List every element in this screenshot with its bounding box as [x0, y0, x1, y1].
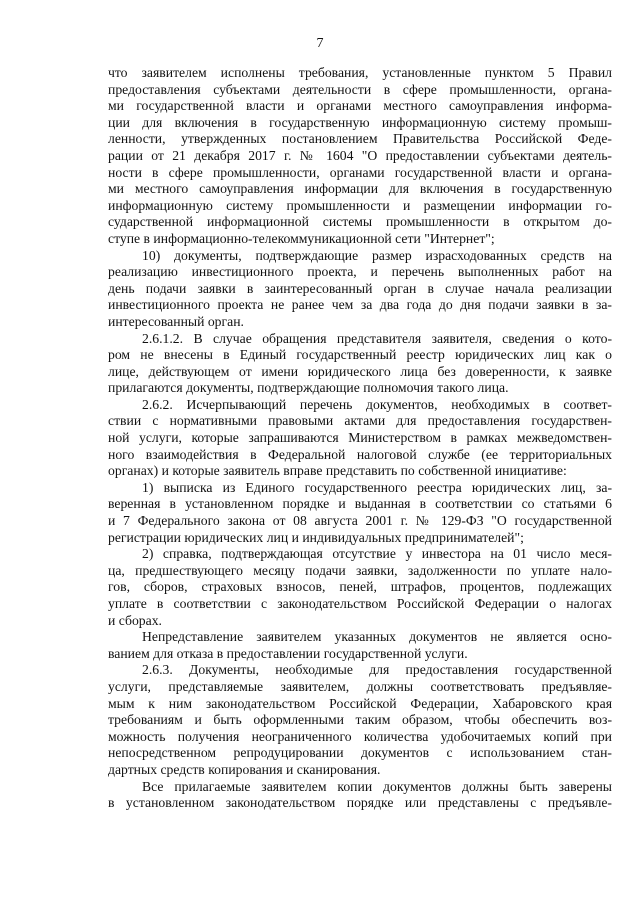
text-line: мым к ним законодательством Российской Федерации, Хабаровского края — [108, 695, 612, 711]
text-line: требованиям и быть оформленными таким образом, чтобы обеспечить воз- — [108, 712, 612, 728]
text-line: уплате в соответствии с законодательством Российской Федерации о налогах — [108, 596, 612, 611]
text-line: и сборах. — [108, 612, 162, 628]
text-line: день подачи заявки в заинтересованный орган в случае начала реализации — [108, 280, 612, 296]
paragraph — [108, 397, 612, 480]
text-line: предоставления субъектами деятельности в сфере промышленности, органа- — [108, 81, 612, 97]
text-line: 2.6.2. Исчерпывающий перечень документов, необходимых в соответ- — [142, 396, 612, 412]
text-line: веренная в установленном порядке и выданная в соответствии со статьями 6 — [108, 496, 612, 512]
paragraph — [108, 331, 612, 397]
text-line: что заявителем исполнены требования, установленные пунктом 5 Правил — [108, 65, 612, 80]
paragraph — [108, 779, 612, 812]
text-line: 10) документы, подтверждающие размер израсходованных средств на — [142, 247, 612, 263]
paragraph — [108, 248, 612, 331]
text-line: информационную систему промышленности и размещении информации го- — [108, 197, 612, 213]
text-line: регистрации юридических лиц и индивидуальных предпринимателей"; — [108, 529, 524, 545]
text-line: ции для включения в государственную информационную систему промыш- — [108, 114, 612, 130]
text-line: гов, сборов, страховых взносов, пеней, штрафов, процентов, подлежащих — [108, 579, 612, 595]
text-line: Непредставление заявителем указанных документов не является осно- — [142, 629, 612, 645]
page-number: 7 — [316, 36, 324, 51]
paragraph — [108, 629, 612, 662]
text-line: в установленном законодательством порядке или представлены с предъявле- — [108, 795, 612, 811]
text-line: ного взаимодействия в Федеральной налоговой службе (ее территориальных — [108, 446, 612, 462]
paragraph — [108, 480, 612, 546]
text-line: сударственной информационной системы промышленности в открытом до- — [108, 214, 612, 230]
text-line: непосредственном репродуцировании документов с использованием стан- — [108, 745, 612, 761]
text-line: интересованный орган. — [108, 313, 244, 329]
text-line: ми государственной власти и органами местного самоуправления информа- — [108, 98, 612, 114]
text-line: дартных средств копирования и сканирования. — [108, 761, 381, 777]
text-line: 2.6.1.2. В случае обращения представителя заявителя, сведения о кото- — [142, 330, 612, 346]
text-line: лице, действующем от имени юридического лица без доверенности, к заявке — [108, 363, 612, 379]
text-line: и 7 Федерального закона от 08 августа 2001 г. № 129-ФЗ "О государственной — [108, 513, 612, 529]
paragraph — [108, 546, 612, 629]
text-line: ванием для отказа в предоставлении государственной услуги. — [108, 645, 468, 661]
text-line: 1) выписка из Единого государственного реестра юридических лиц, за- — [142, 479, 612, 495]
text-line: можность получения неограниченного количества удобочитаемых копий при — [108, 728, 612, 744]
text-line: ром не внесены в Единый государственный реестр юридических лиц как о — [108, 347, 612, 363]
text-line: ступе в информационно-телекоммуникационной сети "Интернет"; — [108, 230, 495, 246]
paragraph — [108, 65, 612, 248]
text-line: реализацию инвестиционного проекта, и перечень выполненных работ на — [108, 264, 612, 280]
paragraph — [108, 662, 612, 778]
text-line: органах) и которые заявитель вправе представить по собственной инициативе: — [108, 463, 567, 479]
text-line: ца, предшествующего месяцу подачи заявки, задолженности по уплате нало- — [108, 562, 612, 578]
text-line: прилагаются документы, подтверждающие полномочия такого лица. — [108, 380, 509, 396]
text-line: ствии с нормативными правовыми актами для предоставления государствен- — [108, 413, 612, 429]
text-line: ленности, утвержденных постановлением Правительства Российской Феде- — [108, 131, 612, 147]
document-body — [108, 65, 612, 812]
text-line: инвестиционного проекта не ранее чем за два года до дня подачи заявки в за- — [108, 297, 612, 313]
text-line: 2) справка, подтверждающая отсутствие у инвестора на 01 число меся- — [142, 546, 612, 562]
text-line: ной услуги, которые запрашиваются Министерством в рамках межведомствен- — [108, 430, 612, 446]
text-line: рации от 21 декабря 2017 г. № 1604 "О предоставлении субъектами деятель- — [108, 147, 612, 163]
text-line: 2.6.3. Документы, необходимые для предоставления государственной — [142, 662, 612, 678]
text-line: ности в сфере промышленности, органами государственной власти и органа- — [108, 164, 612, 180]
text-line: ми местного самоуправления информации для включения в государственную — [108, 181, 612, 197]
text-line: услуги, представляемые заявителем, должны соответствовать предъявляе- — [108, 678, 612, 694]
text-line: Все прилагаемые заявителем копии документов должны быть заверены — [142, 778, 612, 794]
